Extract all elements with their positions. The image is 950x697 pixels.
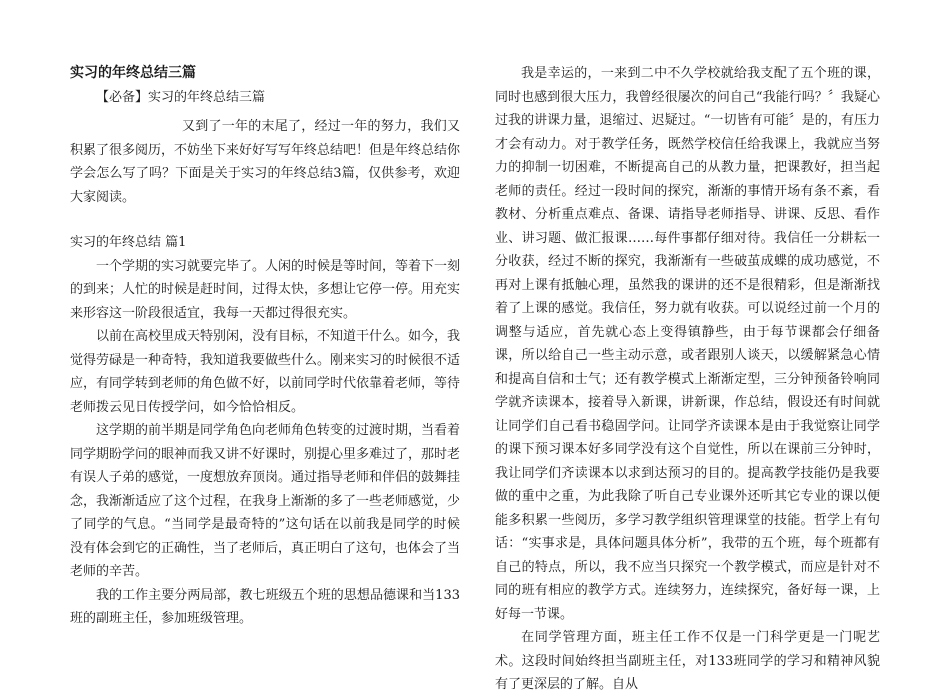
paragraph: 在同学管理方面，班主任工作不仅是一门科学更是一门呢艺术。这段时间始终担当副班主任，对133班同学的学习和精神风貌有了更深层的了解。自从 xyxy=(495,630,880,692)
document-subtitle: 【必备】实习的年终总结三篇 xyxy=(96,89,266,105)
paragraph: 我是幸运的，一来到二中不久学校就给我支配了五个班的课，同时也感到很大压力，我曾经很屡次的问自己“我能行吗？〞我疑心过我的讲课力量，退缩过、迟疑过。“一切皆有可能〞是的，有压力才会有动力。对于教学任务，既然学校信任给我课上，我就应当努力的抑制一切困难，不断提高自己的从教力量，把课教好，担当起老师的责任。经过一段时间的探究，渐渐的事情开场有条不紊，看教材、分析重点难点、备课、请指导老师指导、讲课、反思、看作业、讲习题、做汇报课……每件事都仔细对待。我信任一分耕耘一分收获，经过不断的探究，我渐渐有一些破茧成蝶的成功感觉，不再对上课有抵触心理，虽然我的课讲的还不是很精彩，但是渐渐找着了上课的感觉。我信任，努力就有收获。可以说经过前一个月的调整与适应，首先就心态上变得镇静些，由于每节课都会仔细备课，所以给自己一些主动示意，或者跟别人谈天，以缓解紧急心情和提高自信和士气；还有教学模式上渐渐定型，三分钟预备铃响同学就齐读课本，接着导入新课，讲新课，作总结，假设还有时间就让同学们自己看书稳固学问。让同学齐读课本是由于我觉察让同学的课下预习课本好多同学没有这个自觉性，所以在课前三分钟时，我让同学们齐读课本以求到达预习的目的。提高教学技能仍是我要做的重中之重，为此我除了听自己专业课外还听其它专业的课以便能多积累一些阅历，多学习教学组织管理课堂的技能。哲学上有句话：“实事求是，具体问题具体分析”，我带的五个班，每个班都有自己的特点，所以，我不应当只探究一个教学模式，而应是针对不同的班有相应的教学方式。连续努力，连续探究，备好每一课，上好每一节课。 xyxy=(495,66,880,622)
paragraph: 一个学期的实习就要完毕了。人闲的时候是等时间，等着下一刻的到来；人忙的时候是赶时间，过得太快，多想让它停一停。用充实来形容这一阶段很适宜，我每一天都过得很充实。 xyxy=(70,258,461,321)
section-title: 实习的年终总结 篇1 xyxy=(70,235,187,250)
right-column xyxy=(495,62,880,697)
paragraph: 以前在高校里成天特别闲，没有目标，不知道干什么。如今，我觉得劳碌是一种奇特，我知道我要做些什么。刚来实习的时候很不适应，有同学转到老师的角色做不好，以前同学时代依靠着老师，等待老师拨云见日传授学问，如今恰恰相反。 xyxy=(70,329,461,415)
left-column xyxy=(70,62,460,631)
document-title: 实习的年终总结三篇 xyxy=(70,65,196,81)
intro-paragraph: 又到了一年的末尾了，经过一年的努力，我们又积累了很多阅历，不妨坐下来好好写写年终总结吧！但是年终总结你学会怎么写了吗？下面是关于实习的年终总结3篇，仅供参考，欢迎大家阅读。 xyxy=(70,119,461,205)
paragraph: 我的工作主要分两局部，教七班级五个班的思想品德课和当133班的副班主任，参加班级管理。 xyxy=(70,587,460,626)
paragraph: 这学期的前半期是同学角色向老师角色转变的过渡时期，当看着同学期盼学问的眼神而我又讲不好课时，别提心里多难过了，那时老有误人子弟的感觉，一度想放弃顶岗。通过指导老师和伴侣的鼓舞挂念，我渐渐适应了这个过程，在我身上渐渐的多了一些老师感觉，少了同学的气息。“当同学是最奇特的”这句话在以前我是同学的时候没有体会到它的正确性，当了老师后，真正明白了这句，也体会了当老师的辛苦。 xyxy=(70,423,461,579)
